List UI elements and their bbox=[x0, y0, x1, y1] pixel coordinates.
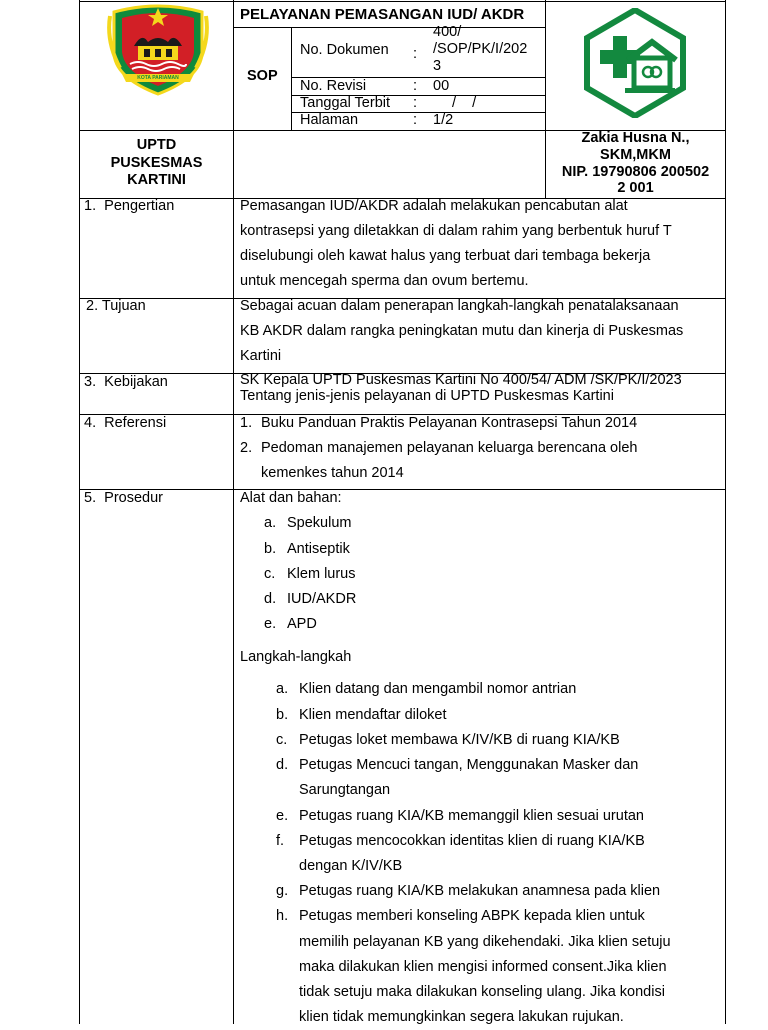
org-name-line: KARTINI bbox=[127, 172, 186, 188]
referensi-marker: 1. bbox=[240, 415, 253, 431]
kebijakan-line: Tentang jenis-jenis pelayanan di UPTD Puskesmas Kartini bbox=[240, 388, 614, 404]
tujuan-line: KB AKDR dalam rangka peningkatan mutu dan kinerja di Puskesmas bbox=[240, 323, 684, 339]
logo-caption: KOTA PARIAMAN bbox=[137, 75, 179, 81]
tujuan-line: Sebagai acuan dalam penerapan langkah-langkah penatalaksanaan bbox=[240, 298, 679, 314]
field-colon: : bbox=[413, 112, 418, 128]
referensi-item: Buku Panduan Praktis Pelayanan Kontrasepsi Tahun 2014 bbox=[261, 415, 638, 431]
section-label-pengertian: 1. Pengertian bbox=[84, 198, 175, 214]
city-crest-logo bbox=[104, 2, 212, 96]
pengertian-line: diselubungi oleh kawat halus yang terbuat dari tembaga bekerja bbox=[240, 248, 651, 264]
pengertian-line: Pemasangan IUD/AKDR adalah melakukan pencabutan alat bbox=[240, 198, 628, 214]
signer-line: NIP. 19790806 200502 bbox=[561, 164, 710, 180]
langkah-item: Klien datang dan mengambil nomor antrian bbox=[299, 681, 577, 697]
field-value-line: 3 bbox=[433, 58, 442, 74]
section-label-referensi: 4. Referensi bbox=[84, 415, 167, 431]
field-value-tanggal-terbit: / / bbox=[452, 95, 477, 111]
referensi-item: kemenkes tahun 2014 bbox=[261, 465, 404, 481]
alat-item: Spekulum bbox=[287, 515, 352, 531]
langkah-marker: g. bbox=[276, 883, 289, 899]
field-value-line: /SOP/PK/I/202 bbox=[433, 41, 528, 57]
kebijakan-line: SK Kepala UPTD Puskesmas Kartini No 400/54/ ADM /SK/PK/I/2023 bbox=[240, 372, 682, 388]
field-colon: : bbox=[413, 78, 418, 94]
langkah-item: Petugas mencocokkan identitas klien di ruang KIA/KB bbox=[299, 833, 645, 849]
langkah-marker: h. bbox=[276, 908, 289, 924]
langkah-item: Sarungtangan bbox=[299, 782, 391, 798]
document-title: PELAYANAN PEMASANGAN IUD/ AKDR bbox=[240, 6, 525, 23]
langkah-item: Petugas Mencuci tangan, Menggunakan Masker dan bbox=[299, 757, 639, 773]
alat-marker: a. bbox=[264, 515, 277, 531]
alat-heading: Alat dan bahan: bbox=[240, 490, 342, 506]
langkah-item: tidak setuju maka dilakukan konseling ulang. Jika kondisi bbox=[299, 984, 665, 1000]
referensi-item: Pedoman manajemen pelayanan keluarga berencana oleh bbox=[261, 440, 638, 456]
alat-marker: d. bbox=[264, 591, 277, 607]
alat-item: Antiseptik bbox=[287, 541, 350, 557]
alat-item: IUD/AKDR bbox=[287, 591, 357, 607]
langkah-item: Petugas ruang KIA/KB melakukan anamnesa pada klien bbox=[299, 883, 661, 899]
field-value-line: 400/ bbox=[433, 24, 462, 40]
langkah-marker: c. bbox=[276, 732, 288, 748]
field-label-no-dokumen: No. Dokumen bbox=[300, 42, 389, 58]
section-label-kebijakan: 3. Kebijakan bbox=[84, 374, 168, 390]
langkah-marker: e. bbox=[276, 808, 289, 824]
alat-marker: b. bbox=[264, 541, 277, 557]
field-value-no-revisi: 00 bbox=[433, 78, 450, 94]
puskesmas-logo bbox=[580, 8, 690, 118]
langkah-item: Petugas loket membawa K/IV/KB di ruang KIA/KB bbox=[299, 732, 620, 748]
signer-line: SKM,MKM bbox=[600, 147, 671, 163]
langkah-item: Petugas memberi konseling ABPK kepada klien untuk bbox=[299, 908, 645, 924]
field-label-no-revisi: No. Revisi bbox=[300, 78, 367, 94]
field-value-halaman: 1/2 bbox=[433, 112, 454, 128]
sop-label: SOP bbox=[247, 68, 278, 84]
field-colon: : bbox=[413, 95, 418, 111]
referensi-marker: 2. bbox=[240, 440, 253, 456]
langkah-marker: d. bbox=[276, 757, 289, 773]
field-colon: : bbox=[413, 46, 418, 62]
langkah-heading: Langkah-langkah bbox=[240, 649, 352, 665]
langkah-item: dengan K/IV/KB bbox=[299, 858, 403, 874]
signer-line: 2 001 bbox=[617, 180, 654, 196]
tujuan-line: Kartini bbox=[240, 348, 282, 364]
langkah-marker: f. bbox=[276, 833, 285, 849]
org-name-line: UPTD bbox=[136, 137, 177, 153]
langkah-item: Petugas ruang KIA/KB memanggil klien sesuai urutan bbox=[299, 808, 644, 824]
field-label-tanggal-terbit: Tanggal Terbit bbox=[300, 95, 391, 111]
section-label-tujuan: 2. Tujuan bbox=[82, 298, 146, 314]
alat-item: APD bbox=[287, 616, 317, 632]
signer-line: Zakia Husna N., bbox=[581, 130, 690, 146]
alat-marker: e. bbox=[264, 616, 277, 632]
alat-item: Klem lurus bbox=[287, 566, 356, 582]
pengertian-line: untuk mencegah sperma dan ovum bertemu. bbox=[240, 273, 529, 289]
alat-marker: c. bbox=[264, 566, 276, 582]
section-label-prosedur: 5. Prosedur bbox=[84, 490, 163, 506]
langkah-item: Klien mendaftar diloket bbox=[299, 707, 447, 723]
langkah-marker: a. bbox=[276, 681, 289, 697]
langkah-item: maka dilakukan klien mengisi informed consent.Jika klien bbox=[299, 959, 667, 975]
langkah-item: memilih pelayanan KB yang dikehendaki. Jika klien setuju bbox=[299, 934, 671, 950]
langkah-item: klien tidak memungkinkan segera lakukan rujukan. bbox=[299, 1009, 624, 1025]
field-label-halaman: Halaman bbox=[300, 112, 359, 128]
org-name-line: PUSKESMAS bbox=[110, 155, 203, 171]
pengertian-line: kontrasepsi yang diletakkan di dalam rahim yang berbentuk huruf T bbox=[240, 223, 672, 239]
langkah-marker: b. bbox=[276, 707, 289, 723]
